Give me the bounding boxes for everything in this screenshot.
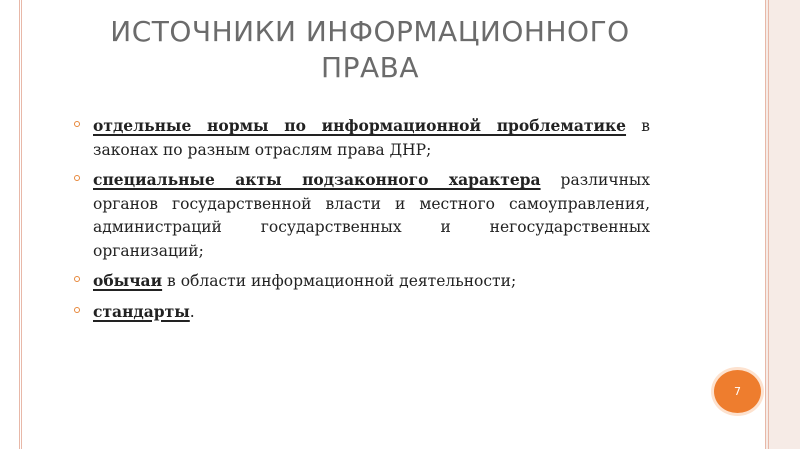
bullet-circle-icon <box>74 276 80 282</box>
list-item <box>70 168 650 263</box>
left-border-line <box>19 0 20 449</box>
right-decorative-strip <box>766 0 800 449</box>
item-term: специальные акты подзаконного характера <box>93 170 541 189</box>
item-term: обычаи <box>93 271 163 290</box>
item-text: . <box>189 302 195 321</box>
list-item <box>70 269 650 294</box>
item-text: в области информационной деятельности; <box>162 272 517 290</box>
item-text: в законах по разным отраслям права ДНР; <box>93 117 651 159</box>
bullet-circle-icon <box>74 175 80 181</box>
bullet-circle-icon <box>74 121 80 127</box>
list-item <box>70 300 650 325</box>
bullet-list <box>70 114 650 330</box>
item-text: различных органов государственной власти и местного самоуправления, администраций государственных и негосударственных организаций; <box>93 171 650 260</box>
bullet-circle-icon <box>74 307 80 313</box>
list-item <box>70 114 650 162</box>
item-term: отдельные нормы по информационной проблематике <box>93 116 627 135</box>
left-border-line <box>21 0 22 449</box>
right-border-line <box>768 0 769 449</box>
page-number-badge: 7 <box>714 370 761 413</box>
item-term: стандарты <box>93 301 190 321</box>
right-border-line <box>765 0 766 449</box>
slide-title: ИСТОЧНИКИ ИНФОРМАЦИОННОГО ПРАВА <box>110 15 630 84</box>
